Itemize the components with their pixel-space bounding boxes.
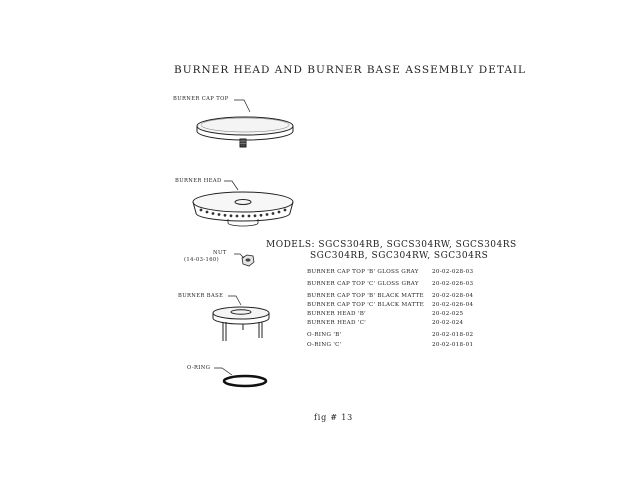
part-description: O-RING 'B' <box>307 332 342 338</box>
burner-head-label: BURNER HEAD <box>175 178 222 184</box>
parts-row <box>307 311 487 320</box>
part-number: 20-02-024 <box>432 320 464 326</box>
nut-label: NUT <box>213 250 227 256</box>
part-description: BURNER CAP TOP 'B' GLOSS GRAY <box>307 269 419 275</box>
part-description: BURNER CAP TOP 'C' BLACK MATTE <box>307 302 425 308</box>
burner-cap-top-drawing <box>197 117 293 147</box>
part-description: BURNER CAP TOP 'B' BLACK MATTE <box>307 293 424 299</box>
parts-row <box>307 293 487 302</box>
part-description: BURNER CAP TOP 'C' GLOSS GRAY <box>307 281 419 287</box>
burner-cap-top-leader <box>234 100 250 112</box>
burner-base-drawing <box>213 307 269 341</box>
parts-row <box>307 302 487 311</box>
part-number: 20-02-028-03 <box>432 269 474 275</box>
burner-head-drawing <box>193 192 293 226</box>
parts-row <box>307 269 487 278</box>
part-description: BURNER HEAD 'B' <box>307 311 366 317</box>
part-description: BURNER HEAD 'C' <box>307 320 367 326</box>
burner-base-label: BURNER BASE <box>178 293 224 299</box>
models-line-1: MODELS: SGCS304RB, SGCS304RW, SGCS304RS <box>266 240 517 250</box>
part-number: 20-02-026-04 <box>432 302 474 308</box>
nut-drawing <box>242 255 254 266</box>
burner-cap-top-label: BURNER CAP TOP <box>173 96 229 102</box>
o-ring-drawing <box>224 376 266 386</box>
burner-base-leader <box>228 296 241 305</box>
models-block <box>266 240 517 262</box>
burner-head-leader <box>224 181 238 190</box>
parts-row <box>307 320 487 329</box>
part-description: O-RING 'C' <box>307 342 342 348</box>
o-ring-label: O-RING <box>187 365 211 371</box>
page-title: BURNER HEAD AND BURNER BASE ASSEMBLY DETAIL <box>174 64 527 76</box>
nut-part-number: (14-03-160) <box>184 257 220 263</box>
o-ring-leader <box>214 368 232 375</box>
part-number: 20-02-018-02 <box>432 332 474 338</box>
parts-row <box>307 332 487 341</box>
figure-label: fig # 13 <box>314 413 354 422</box>
part-number: 20-02-025 <box>432 311 464 317</box>
part-number: 20-02-028-04 <box>432 293 474 299</box>
part-number: 20-02-018-01 <box>432 342 474 348</box>
parts-row <box>307 281 487 290</box>
part-number: 20-02-026-03 <box>432 281 474 287</box>
parts-row <box>307 342 487 351</box>
models-line-2: SGC304RB, SGC304RW, SGC304RS <box>310 251 489 261</box>
